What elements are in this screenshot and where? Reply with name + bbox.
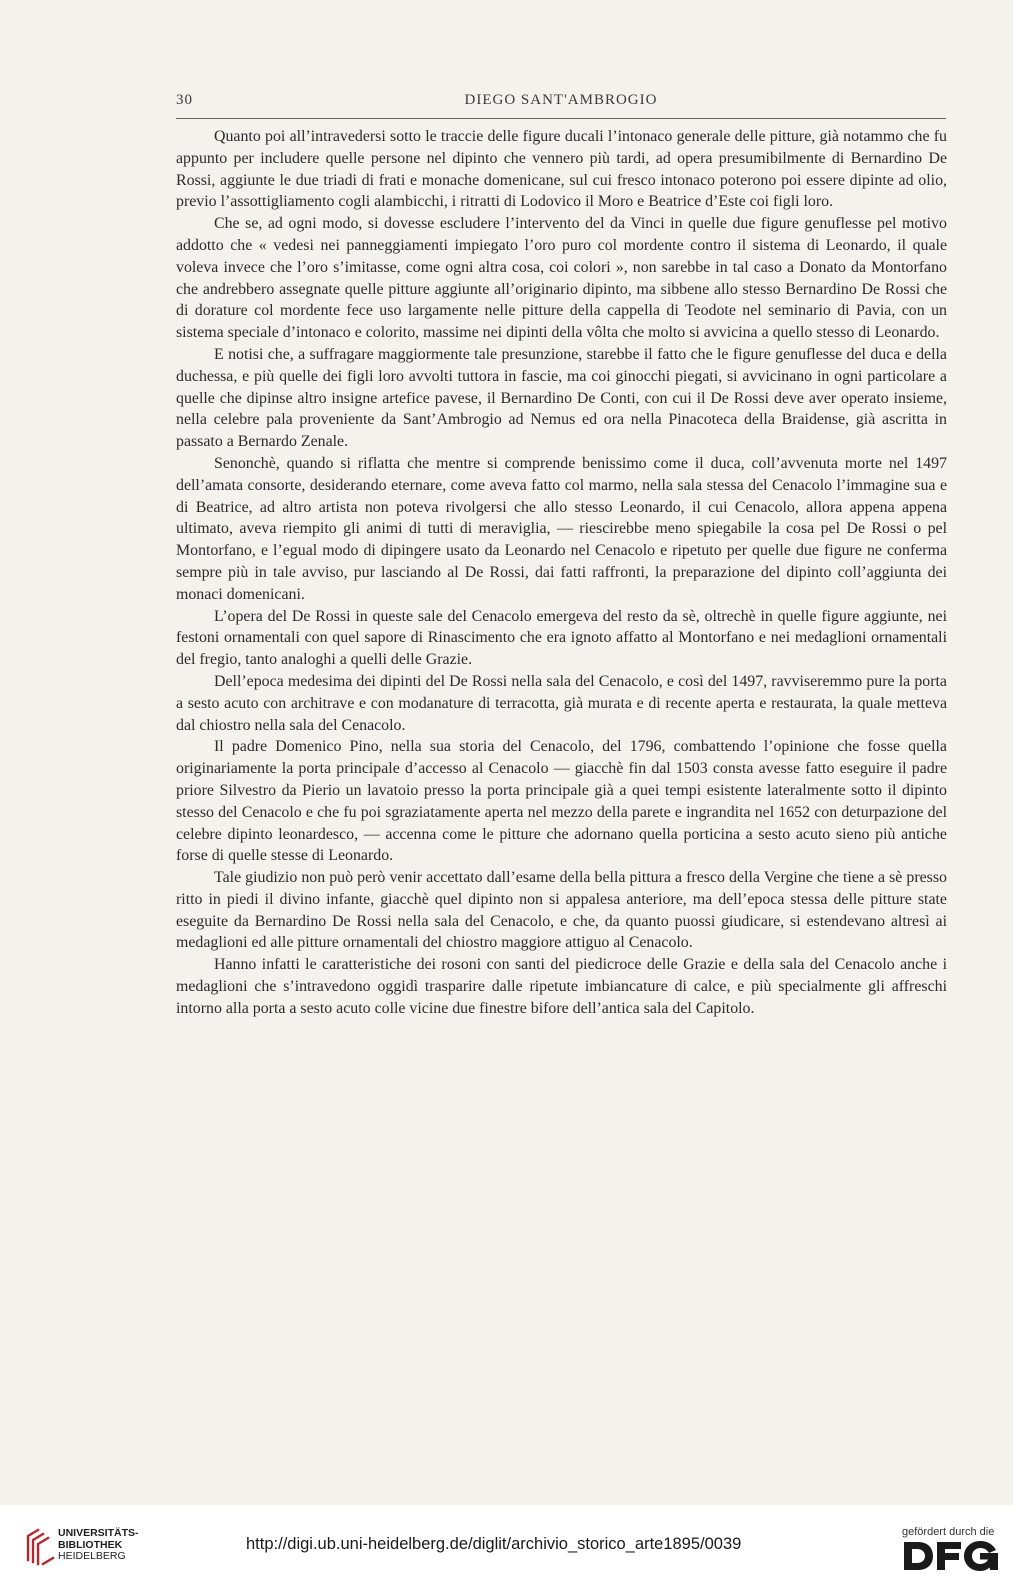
university-library-logo-icon (24, 1526, 60, 1566)
paragraph-7: Il padre Domenico Pino, nella sua storia del Cenacolo, del 1796, combattendo l’opinione che fosse quella originariamente la porta principale d’accesso al Cenacolo — giacchè fin dal 1503 consta avesse fatto eseguire il padre priore Silvestro da Pierio un lavatoio presso la porta principale già a quei tempi esistente lateralmente sotto il dipinto stesso del Cenacolo e che fu poi sgraziatamente aperta nel mezzo della parete e ingrandita nel 1652 con deturpazione del celebre dipinto leonardesco, — accenna come le pitture che adornano quella porticina a sesto acuto sieno più antiche forse di quelle stesse di Leonardo. (176, 738, 947, 865)
paragraph-4: Senonchè, quando si riflatta che mentre si comprende benissimo come il duca, coll’avvenuta morte nel 1497 dell’amata consorte, desiderando eternare, come aveva fatto col marmo, nella sala stessa del Cenacolo l’immagine sua e di Beatrice, ad altro artista non poteva rivolgersi che allo stesso Leonardo, il cui Cenacolo, allora appena appena ultimato, aveva riempito gli animi di tutti di meraviglia, — riescirebbe meno spiegabile la cosa pel De Rossi o pel Montorfano, e l’egual modo di dipingere usato da Leonardo nel Cenacolo e ripetuto per quelle due figure ne conferma sempre più in tale avviso, pur lasciando al De Rossi, dai fatti raffronti, la preparazione del dipinto coll’aggiunta dei monaci domenicani. (176, 454, 947, 603)
document-url-link[interactable]: http://digi.ub.uni-heidelberg.de/diglit/archivio_storico_arte1895/0039 (246, 1535, 742, 1553)
paragraph-8: Tale giudizio non può però venir accettato dall’esame della bella pittura a fresco della Vergine che tiene a sè presso ritto in piedi il divino infante, giacchè quel dipinto non si appalesa anteriore, ma dell’epoca stessa delle pitture state eseguite da Bernardino De Rossi nella sala del Cenacolo, e che, da quanto puossi giudicare, si estendevano altresì ai medaglioni ed alle pitture ornamentali del chiostro maggiore attiguo al Cenacolo. (176, 869, 947, 952)
university-library-name: UNIVERSITÄTS- BIBLIOTHEK HEIDELBERG (58, 1527, 139, 1562)
viewer-footer (0, 1505, 1013, 1591)
funding-caption: gefördert durch die (902, 1526, 995, 1538)
body-text (176, 126, 947, 1020)
paragraph-9: Hanno infatti le caratteristiche dei rosoni con santi del piedicroce delle Grazie e della sala del Cenacolo anche i medaglioni che s’intravedono oggidì trasparire dalle ripetute imbiancature di calce, e più specialmente gli affreschi intorno alla porta a sesto acuto colle vicine due finestre bifore dell’antica sala del Capitolo. (176, 956, 947, 1017)
running-title: DIEGO SANT'AMBROGIO (464, 92, 658, 108)
paragraph-6: Dell’epoca medesima dei dipinti del De Rossi nella sala del Cenacolo, e così del 1497, ravviseremmo pure la porta a sesto acuto con architrave e con modanature di terracotta, già murata e di recente aperta e restaurata, la quale metteva dal chiostro nella sala del Cenacolo. (176, 672, 947, 734)
paragraph-2: Che se, ad ogni modo, si dovesse escludere l’intervento del da Vinci in quelle due figure genuflesse pel motivo addotto che « vedesi nei panneggiamenti impiegato l’oro puro col mordente contro il sistema di Leonardo, il quale voleva invece che l’oro s’imitasse, come ogni altra cosa, coi colori », non sarebbe in tal caso a Donato da Montorfano che andrebbero assegnate quelle pitture aggiunte all’originario dipinto, ma sibbene allo stesso Bernardino De Rossi che di dorature col mordente fece uso largamente nelle pitture della cappella di Teodote nel seminario di Pavia, con un sistema speciale d’intonaco e colorito, massime nei dipinti della vôlta che molto si avvicina a quello stesso di Leonardo. (176, 215, 947, 342)
page-number: 30 (176, 92, 193, 108)
paragraph-3: E notisi che, a suffragare maggiormente tale presunzione, starebbe il fatto che le figure genuflesse del duca e della duchessa, e più quelle dei figli loro avvolti tuttora in fascie, ma coi ginocchi piegati, si avvicinano in ogni particolare a quelle che dipinse altro insigne artefice pavese, il Bernardino De Conti, con cui il De Rossi deve aver operato insieme, nella celebre pala proveniente da Sant’Ambrogio ad Nemus ed ora nella Pinacoteca della Braidense, già ascritta in passato a Bernardo Zenale. (176, 345, 947, 451)
paragraph-1: Quanto poi all’intravedersi sotto le traccie delle figure ducali l’intonaco generale delle pitture, già notammo che fu appunto per includere quelle persone nel dipinto che vennero più tardi, ad opera presumibilmente di Bernardino De Rossi, aggiunte le due triadi di frati e monache domenicane, sul cui fresco intonaco poterono poi essere dipinte ad olio, previo l’assottigliamento cogli alambicchi, i ritratti di Lodovico il Moro e Beatrice d’Este coi figli loro. (176, 128, 947, 211)
dfg-logo-icon (902, 1539, 1000, 1573)
header-rule (176, 118, 946, 119)
paragraph-5: L’opera del De Rossi in queste sale del Cenacolo emergeva del resto da sè, oltrechè in quelle figure aggiunte, nei festoni ornamentali con quel sapore di Rinascimento che era ignoto affatto al Montorfano e nei medaglioni ornamentali del fregio, tanto analoghi a quelli delle Grazie. (176, 607, 947, 669)
running-head (172, 92, 950, 116)
